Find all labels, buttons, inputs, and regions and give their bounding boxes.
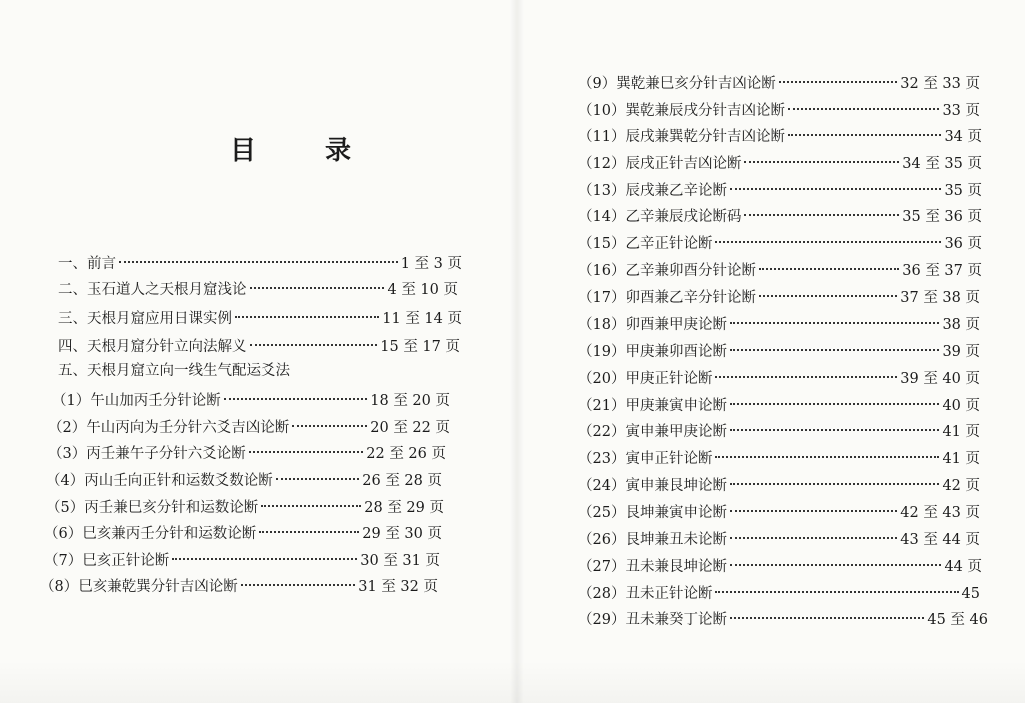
toc-entry bbox=[578, 73, 980, 95]
toc-entry bbox=[578, 368, 980, 390]
toc-entry-page: 40 页 bbox=[942, 398, 980, 414]
toc-entry-page: 32 至 33 页 bbox=[900, 76, 980, 92]
dot-leader bbox=[249, 451, 364, 453]
toc-entry bbox=[578, 180, 982, 202]
dot-leader bbox=[730, 564, 941, 566]
dot-leader bbox=[730, 403, 939, 405]
toc-entry bbox=[578, 126, 982, 148]
toc-entry-label: （8）巳亥兼乾巽分针吉凶论断 bbox=[40, 579, 238, 595]
dot-leader bbox=[730, 349, 939, 351]
toc-entry-page: 20 至 22 页 bbox=[370, 420, 450, 436]
toc-entry-label: （29）丑未兼癸丁论断 bbox=[578, 612, 727, 628]
toc-entry-label: （6）巳亥兼丙壬分针和运数论断 bbox=[44, 526, 257, 542]
toc-entry-label: 一、前言 bbox=[58, 256, 116, 272]
toc-entry bbox=[578, 314, 980, 336]
toc-entry-label: （27）丑未兼艮坤论断 bbox=[578, 559, 727, 575]
toc-entry-label: （14）乙辛兼辰戌论断码 bbox=[578, 209, 742, 225]
dot-leader bbox=[730, 188, 941, 190]
toc-entry bbox=[58, 308, 462, 330]
toc-entry-label: （21）甲庚兼寅申论断 bbox=[578, 398, 727, 414]
toc-entry bbox=[578, 529, 980, 551]
toc-entry-label: （22）寅申兼甲庚论断 bbox=[578, 424, 727, 440]
toc-entry bbox=[578, 206, 982, 228]
toc-entry bbox=[578, 153, 982, 175]
toc-entry-page: 30 至 31 页 bbox=[360, 553, 440, 569]
dot-leader bbox=[744, 161, 899, 163]
toc-entry-label: （24）寅申兼艮坤论断 bbox=[578, 478, 727, 494]
dot-leader bbox=[261, 505, 361, 507]
toc-entry-page: 38 页 bbox=[942, 317, 980, 333]
dot-leader bbox=[730, 617, 924, 619]
toc-entry-page: 45 bbox=[961, 586, 980, 602]
toc-entry-label: （1）午山加丙壬分针论断 bbox=[52, 393, 221, 409]
toc-entry-page: 35 页 bbox=[944, 183, 982, 199]
toc-entry-page: 18 至 20 页 bbox=[370, 393, 450, 409]
toc-entry-label: （5）丙壬兼巳亥分针和运数论断 bbox=[46, 500, 259, 516]
toc-entry-page: 22 至 26 页 bbox=[366, 446, 446, 462]
toc-entry-label: 五、天根月窟立向一线生气配运爻法 bbox=[58, 363, 290, 379]
book-spine bbox=[510, 0, 524, 703]
dot-leader bbox=[259, 531, 359, 533]
dot-leader bbox=[730, 483, 939, 485]
toc-entry-label: （19）甲庚兼卯酉论断 bbox=[578, 344, 727, 360]
toc-entry-page: 37 至 38 页 bbox=[900, 290, 980, 306]
toc-entry-label: （15）乙辛正针论断 bbox=[578, 236, 713, 252]
toc-entry-page: 29 至 30 页 bbox=[362, 526, 442, 542]
toc-entry-page: 42 页 bbox=[942, 478, 980, 494]
page-bottom-shadow bbox=[0, 660, 1025, 703]
dot-leader bbox=[224, 398, 368, 400]
toc-entry bbox=[578, 556, 982, 578]
dot-leader bbox=[744, 214, 899, 216]
toc-entry-page: 26 至 28 页 bbox=[362, 473, 442, 489]
toc-entry-label: （7）巳亥正针论断 bbox=[44, 553, 170, 569]
dot-leader bbox=[759, 268, 899, 270]
toc-entry-label: （28）丑未正针论断 bbox=[578, 586, 713, 602]
toc-entry bbox=[578, 233, 982, 255]
toc-entry-page: 4 至 10 页 bbox=[387, 282, 458, 298]
dot-leader bbox=[241, 584, 356, 586]
dot-leader bbox=[292, 425, 367, 427]
toc-entry-label: （2）午山丙向为壬分针六爻吉凶论断 bbox=[48, 420, 290, 436]
toc-entry-label: （10）巽乾兼辰戌分针吉凶论断 bbox=[578, 103, 785, 119]
toc-entry-label: （4）丙山壬向正针和运数爻数论断 bbox=[46, 473, 273, 489]
toc-entry-page: 45 至 46 bbox=[927, 612, 988, 628]
toc-entry-label: （9）巽乾兼巳亥分针吉凶论断 bbox=[578, 76, 776, 92]
toc-entry bbox=[58, 360, 398, 382]
toc-entry-label: （11）辰戌兼巽乾分针吉凶论断 bbox=[578, 129, 785, 145]
toc-entry bbox=[58, 253, 462, 275]
dot-leader bbox=[730, 322, 939, 324]
dot-leader bbox=[715, 456, 939, 458]
dot-leader bbox=[250, 344, 378, 346]
toc-entry bbox=[46, 497, 444, 519]
dot-leader bbox=[788, 108, 939, 110]
dot-leader bbox=[235, 316, 379, 318]
toc-entry-label: （13）辰戌兼乙辛论断 bbox=[578, 183, 727, 199]
toc-entry-label: （20）甲庚正针论断 bbox=[578, 371, 713, 387]
toc-entry-page: 43 至 44 页 bbox=[900, 532, 980, 548]
toc-entry bbox=[48, 443, 446, 465]
toc-entry-page: 33 页 bbox=[942, 103, 980, 119]
toc-entry bbox=[578, 421, 980, 443]
toc-entry bbox=[46, 470, 442, 492]
toc-entry-page: 44 页 bbox=[944, 559, 982, 575]
toc-entry-page: 1 至 3 页 bbox=[400, 256, 462, 272]
dot-leader bbox=[715, 591, 958, 593]
toc-entry bbox=[40, 576, 438, 598]
toc-title: 目 录 bbox=[230, 136, 382, 166]
toc-entry-label: （26）艮坤兼丑未论断 bbox=[578, 532, 727, 548]
dot-leader bbox=[779, 81, 898, 83]
toc-entry-label: （25）艮坤兼寅申论断 bbox=[578, 505, 727, 521]
toc-entry bbox=[48, 417, 450, 439]
toc-entry bbox=[578, 502, 980, 524]
dot-leader bbox=[172, 558, 357, 560]
toc-entry-page: 39 页 bbox=[942, 344, 980, 360]
toc-entry bbox=[578, 341, 980, 363]
toc-entry-label: （16）乙辛兼卯酉分针论断 bbox=[578, 263, 756, 279]
dot-leader bbox=[730, 429, 939, 431]
dot-leader bbox=[730, 537, 897, 539]
toc-entry-label: 四、天根月窟分针立向法解义 bbox=[58, 339, 247, 355]
toc-entry-label: （23）寅申正针论断 bbox=[578, 451, 713, 467]
toc-entry bbox=[578, 583, 980, 605]
toc-entry bbox=[58, 279, 458, 301]
dot-leader bbox=[715, 376, 897, 378]
toc-entry-page: 34 至 35 页 bbox=[902, 156, 982, 172]
toc-entry-label: 三、天根月窟应用日课实例 bbox=[58, 311, 232, 327]
toc-entry bbox=[58, 336, 460, 358]
toc-entry-label: （17）卯酉兼乙辛分针论断 bbox=[578, 290, 756, 306]
dot-leader bbox=[788, 134, 941, 136]
toc-entry-page: 34 页 bbox=[944, 129, 982, 145]
dot-leader bbox=[730, 510, 897, 512]
toc-entry-label: （12）辰戌正针吉凶论断 bbox=[578, 156, 742, 172]
toc-entry bbox=[578, 260, 982, 282]
toc-entry-page: 28 至 29 页 bbox=[364, 500, 444, 516]
toc-entry bbox=[578, 475, 980, 497]
toc-entry-page: 15 至 17 页 bbox=[380, 339, 460, 355]
dot-leader bbox=[759, 295, 897, 297]
toc-entry-label: （3）丙壬兼午子分针六爻论断 bbox=[48, 446, 246, 462]
toc-entry-page: 39 至 40 页 bbox=[900, 371, 980, 387]
dot-leader bbox=[250, 287, 385, 289]
toc-entry bbox=[52, 390, 450, 412]
toc-entry-label: 二、玉石道人之天根月窟浅论 bbox=[58, 282, 247, 298]
dot-leader bbox=[119, 261, 398, 263]
toc-entry bbox=[578, 395, 980, 417]
toc-entry-page: 35 至 36 页 bbox=[902, 209, 982, 225]
toc-entry-page: 31 至 32 页 bbox=[358, 579, 438, 595]
toc-entry-label: （18）卯酉兼甲庚论断 bbox=[578, 317, 727, 333]
toc-entry bbox=[578, 448, 980, 470]
toc-entry bbox=[44, 550, 440, 572]
toc-entry bbox=[578, 100, 980, 122]
toc-entry-page: 36 页 bbox=[944, 236, 982, 252]
toc-entry-page: 41 页 bbox=[942, 424, 980, 440]
toc-entry-page: 41 页 bbox=[942, 451, 980, 467]
toc-entry-page: 11 至 14 页 bbox=[382, 311, 462, 327]
toc-entry bbox=[578, 287, 980, 309]
dot-leader bbox=[715, 241, 941, 243]
toc-entry bbox=[44, 523, 442, 545]
toc-entry bbox=[578, 609, 988, 631]
dot-leader bbox=[276, 478, 360, 480]
toc-entry-page: 36 至 37 页 bbox=[902, 263, 982, 279]
toc-entry-page: 42 至 43 页 bbox=[900, 505, 980, 521]
